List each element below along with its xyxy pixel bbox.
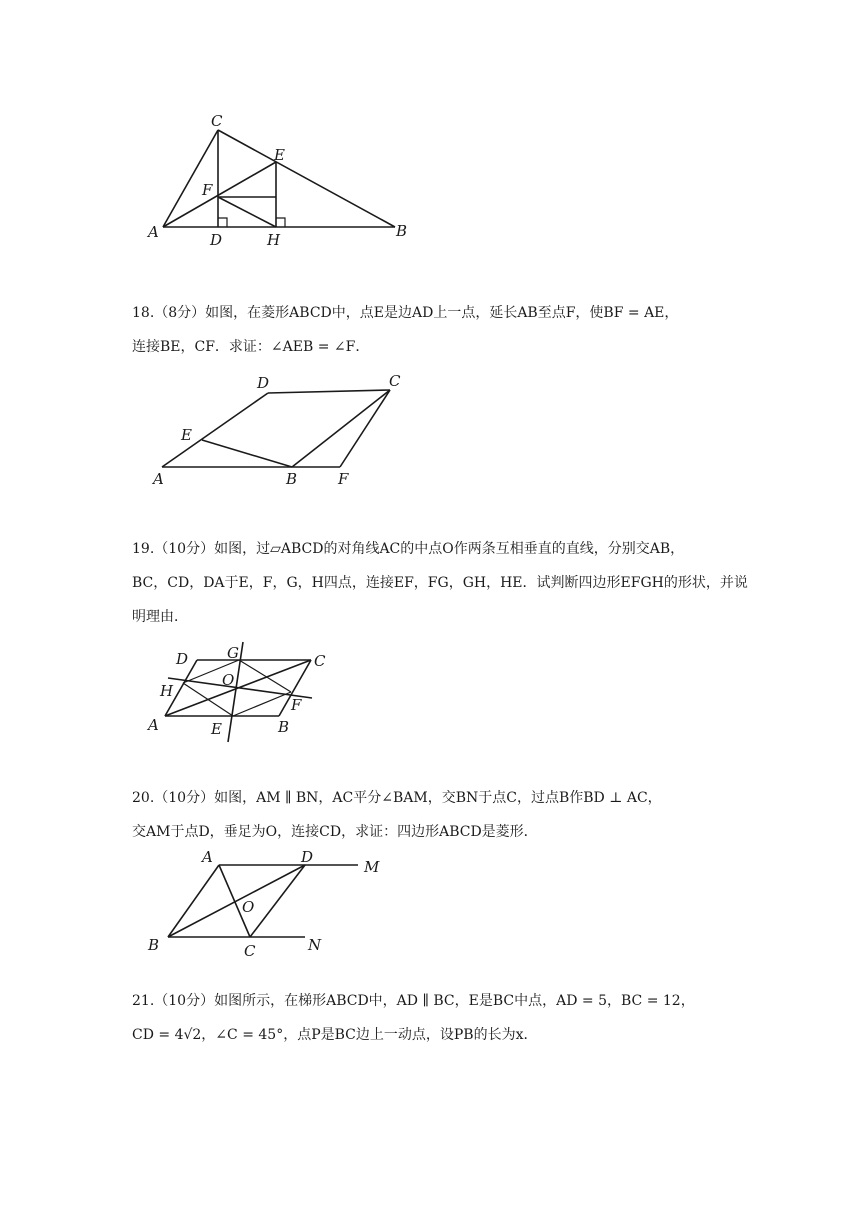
question-18-line-1: 18.（8分）如图，在菱形ABCD中，点E是边AD上一点，延长AB至点F，使BF = AE， [132,305,679,321]
question-18-line-2: 连接BE，CF．求证：∠AEB = ∠F． [132,339,370,355]
figure-q18 [145,370,425,495]
label-A: A [202,848,213,866]
question-21-line-2: CD = 4√2，∠C = 45°，点P是BC边上一动点，设PB的长为x． [132,1027,538,1043]
label-B: B [148,936,160,954]
label-C: C [244,942,256,960]
figure-q18-svg [145,370,425,495]
question-21-text [132,984,732,1052]
label-O: O [242,898,255,916]
label-A: A [153,470,164,488]
question-18-text [132,296,732,364]
question-19-text [132,532,748,634]
question-20-line-1: 20.（10分）如图，AM ∥ BN，AC平分∠BAM，交BN于点C，过点B作BD ⊥ AC， [132,790,662,806]
label-D: D [301,848,314,866]
question-19-line-2: BC，CD，DA于E，F，G，H四点，连接EF，FG，GH，HE．试判断四边形EFGH的形状，并说 [132,575,748,591]
label-D: D [210,231,223,249]
figure-q20 [140,842,400,967]
figure-q17 [140,110,430,250]
label-D: D [257,374,270,392]
question-19-line-3: 明理由． [132,609,188,625]
label-F: F [291,696,302,714]
label-B: B [278,718,290,736]
label-E: E [181,426,192,444]
label-F: F [338,470,349,488]
label-E: E [211,720,222,738]
label-E: E [274,146,285,164]
figure-q20-svg [140,842,400,967]
label-H: H [160,682,174,700]
label-C: C [314,652,326,670]
figure-q19 [140,640,340,745]
label-B: B [396,222,408,240]
label-G: G [227,644,239,662]
figure-q19-svg [140,640,340,745]
label-C: C [389,372,401,390]
label-B: B [286,470,298,488]
label-O: O [222,671,235,689]
label-M: M [364,858,380,876]
question-20-text [132,781,732,849]
question-19-line-1: 19.（10分）如图，过▱ABCD的对角线AC的中点O作两条互相垂直的直线，分别交AB， [132,541,685,557]
label-F: F [202,181,213,199]
label-N: N [308,936,322,954]
label-A: A [148,223,159,241]
question-21-line-1: 21.（10分）如图所示，在梯形ABCD中，AD ∥ BC，E是BC中点，AD = 5，BC = 12， [132,993,695,1009]
question-20-line-2: 交AM于点D，垂足为O，连接CD，求证：四边形ABCD是菱形． [132,824,538,840]
label-A: A [148,716,159,734]
figure-q17-svg [140,110,430,250]
label-D: D [176,650,189,668]
label-H: H [267,231,281,249]
label-C: C [211,112,223,130]
